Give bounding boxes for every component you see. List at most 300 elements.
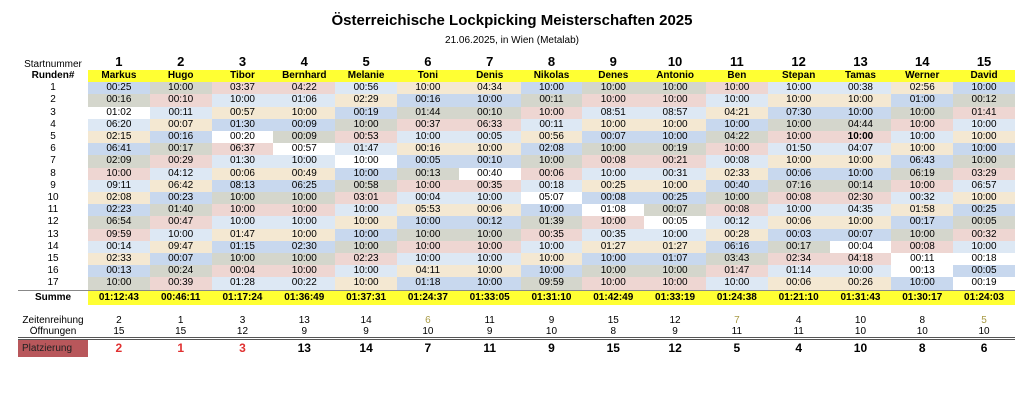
round-time: 00:06 <box>768 216 830 228</box>
round-row <box>18 107 1015 119</box>
round-time: 10:00 <box>273 253 335 265</box>
round-time: 06:54 <box>88 216 150 228</box>
round-time: 00:18 <box>521 180 583 192</box>
round-time: 10:00 <box>706 143 768 155</box>
round-time: 10:00 <box>212 94 274 106</box>
round-number: 16 <box>47 265 59 277</box>
round-time: 06:25 <box>273 180 335 192</box>
time-rank: 4 <box>795 314 802 326</box>
round-row <box>18 204 1015 216</box>
round-time: 00:07 <box>644 204 706 216</box>
round-time: 00:19 <box>953 277 1015 290</box>
round-time: 02:29 <box>335 94 397 106</box>
round-time: 00:05 <box>953 216 1015 228</box>
round-time: 06:41 <box>88 143 150 155</box>
summe-row <box>18 290 1015 305</box>
round-time: 01:27 <box>582 241 644 253</box>
round-time: 00:04 <box>830 241 892 253</box>
startnummer-row <box>18 54 1015 70</box>
round-time: 02:34 <box>768 253 830 265</box>
round-time: 00:17 <box>150 143 212 155</box>
round-time: 10:00 <box>459 94 521 106</box>
round-time: 10:00 <box>335 241 397 253</box>
round-time: 09:59 <box>521 277 583 290</box>
round-time: 10:00 <box>644 131 706 143</box>
round-time: 00:10 <box>459 107 521 119</box>
round-time: 10:00 <box>212 204 274 216</box>
round-row <box>18 82 1015 94</box>
spacer-cell <box>953 305 1015 315</box>
round-time: 10:00 <box>335 155 397 167</box>
round-time: 04:21 <box>706 107 768 119</box>
round-time: 03:37 <box>212 82 274 94</box>
round-time: 10:00 <box>521 204 583 216</box>
round-time: 10:00 <box>273 216 335 228</box>
round-time: 10:00 <box>459 265 521 277</box>
time-rank: 2 <box>116 314 122 326</box>
round-time: 00:08 <box>706 155 768 167</box>
round-time: 10:00 <box>273 107 335 119</box>
total-time: 01:30:17 <box>891 290 953 305</box>
round-time: 00:08 <box>582 192 644 204</box>
round-time: 01:30 <box>212 119 274 131</box>
round-time: 10:00 <box>953 241 1015 253</box>
round-time: 10:00 <box>212 216 274 228</box>
start-number: 10 <box>667 54 683 69</box>
openings-count: 12 <box>236 325 249 337</box>
round-time: 04:18 <box>830 253 892 265</box>
round-row <box>18 131 1015 143</box>
round-time: 04:34 <box>459 82 521 94</box>
time-rank: 6 <box>425 314 431 326</box>
start-number: 4 <box>300 54 308 69</box>
round-time: 10:00 <box>953 143 1015 155</box>
time-rank: 13 <box>298 314 310 326</box>
round-time: 00:35 <box>459 180 521 192</box>
round-time: 00:25 <box>88 82 150 94</box>
round-time: 01:58 <box>891 204 953 216</box>
round-time: 10:00 <box>768 155 830 167</box>
round-time: 02:33 <box>88 253 150 265</box>
round-row <box>18 229 1015 241</box>
round-time: 10:00 <box>582 168 644 180</box>
round-time: 10:00 <box>521 82 583 94</box>
round-time: 08:51 <box>582 107 644 119</box>
round-time: 10:00 <box>582 253 644 265</box>
round-time: 10:00 <box>459 241 521 253</box>
time-rank: 12 <box>669 314 681 326</box>
round-time: 00:31 <box>644 168 706 180</box>
round-time: 06:16 <box>706 241 768 253</box>
round-time: 00:09 <box>273 131 335 143</box>
participant-name: Denis <box>459 70 521 82</box>
round-row <box>18 277 1015 290</box>
round-time: 10:00 <box>582 143 644 155</box>
round-time: 00:12 <box>459 216 521 228</box>
total-time: 01:12:43 <box>88 290 150 305</box>
round-time: 00:21 <box>644 155 706 167</box>
time-rank: 7 <box>734 314 740 326</box>
round-time: 04:22 <box>706 131 768 143</box>
round-time: 00:29 <box>150 155 212 167</box>
round-time: 01:39 <box>521 216 583 228</box>
round-time: 10:00 <box>830 168 892 180</box>
round-number: 10 <box>47 192 59 204</box>
round-time: 10:00 <box>397 216 459 228</box>
spacer-cell <box>521 305 583 315</box>
total-time: 01:31:43 <box>830 290 892 305</box>
round-time: 10:00 <box>459 143 521 155</box>
round-time: 01:14 <box>768 265 830 277</box>
round-time: 00:05 <box>644 216 706 228</box>
round-time: 00:05 <box>459 131 521 143</box>
participant-name: Markus <box>88 70 150 82</box>
round-time: 00:25 <box>644 192 706 204</box>
round-time: 10:00 <box>459 229 521 241</box>
time-rank: 10 <box>854 314 867 326</box>
round-time: 10:00 <box>830 131 892 143</box>
round-time: 00:06 <box>768 168 830 180</box>
round-time: 01:44 <box>397 107 459 119</box>
participant-name: Melanie <box>335 70 397 82</box>
participant-name: Antonio <box>644 70 706 82</box>
round-time: 01:50 <box>768 143 830 155</box>
round-row <box>18 241 1015 253</box>
round-time: 10:00 <box>953 82 1015 94</box>
round-number: 13 <box>47 228 59 240</box>
round-row <box>18 192 1015 204</box>
round-number: 5 <box>50 131 56 143</box>
round-time: 04:11 <box>397 265 459 277</box>
round-time: 10:00 <box>582 216 644 228</box>
round-time: 03:01 <box>335 192 397 204</box>
round-time: 10:00 <box>335 204 397 216</box>
round-time: 00:56 <box>335 82 397 94</box>
round-time: 00:12 <box>706 216 768 228</box>
time-rank: 9 <box>548 314 555 326</box>
round-time: 10:00 <box>953 192 1015 204</box>
round-time: 10:00 <box>830 265 892 277</box>
start-number: 6 <box>424 54 432 69</box>
round-time: 10:00 <box>397 241 459 253</box>
time-rank: 3 <box>239 314 246 326</box>
total-time: 01:24:37 <box>397 290 459 305</box>
round-time: 10:00 <box>582 119 644 131</box>
openings-count: 9 <box>486 325 493 337</box>
round-time: 10:00 <box>891 180 953 192</box>
round-time: 01:15 <box>212 241 274 253</box>
round-time: 00:56 <box>521 131 583 143</box>
round-time: 00:08 <box>768 192 830 204</box>
round-time: 00:32 <box>891 192 953 204</box>
total-time: 01:33:05 <box>459 290 521 305</box>
total-time: 01:24:03 <box>953 290 1015 305</box>
openings-count: 10 <box>545 325 558 337</box>
spacer-cell <box>88 305 150 315</box>
round-time: 02:08 <box>88 192 150 204</box>
round-time: 10:00 <box>273 265 335 277</box>
round-time: 10:00 <box>706 82 768 94</box>
round-time: 00:14 <box>88 241 150 253</box>
round-time: 10:00 <box>88 168 150 180</box>
round-time: 04:22 <box>273 82 335 94</box>
round-time: 08:13 <box>212 180 274 192</box>
round-time: 10:00 <box>521 107 583 119</box>
round-time: 00:37 <box>397 119 459 131</box>
round-time: 10:00 <box>335 229 397 241</box>
openings-count: 9 <box>301 325 308 337</box>
round-time: 10:00 <box>582 265 644 277</box>
final-place: 6 <box>953 338 1015 357</box>
round-time: 00:49 <box>273 168 335 180</box>
openings-count: 9 <box>672 325 678 337</box>
round-time: 10:00 <box>891 143 953 155</box>
round-time: 10:00 <box>891 229 953 241</box>
round-time: 02:09 <box>88 155 150 167</box>
round-time: 10:00 <box>397 82 459 94</box>
round-time: 10:00 <box>521 253 583 265</box>
round-time: 01:47 <box>706 265 768 277</box>
openings-count: 11 <box>731 325 743 337</box>
round-time: 10:00 <box>830 107 892 119</box>
platzierung-label: Platzierung <box>18 338 88 357</box>
openings-count: 10 <box>978 325 990 337</box>
final-place: 5 <box>706 338 768 357</box>
final-place: 13 <box>273 338 335 357</box>
names-row <box>18 70 1015 82</box>
round-number: 4 <box>50 118 56 130</box>
round-time: 10:00 <box>768 119 830 131</box>
round-time: 00:11 <box>521 119 583 131</box>
round-time: 10:00 <box>521 241 583 253</box>
spacer-cell <box>397 305 459 315</box>
openings-count: 10 <box>422 325 434 337</box>
round-time: 00:14 <box>830 180 892 192</box>
round-time: 00:03 <box>768 229 830 241</box>
round-time: 10:00 <box>953 131 1015 143</box>
round-number: 1 <box>50 82 56 94</box>
round-time: 10:00 <box>891 277 953 290</box>
start-number: 9 <box>609 54 617 69</box>
summe-label: Summe <box>18 290 88 305</box>
round-time: 10:00 <box>88 277 150 290</box>
start-number: 8 <box>547 54 556 69</box>
round-time: 02:23 <box>335 253 397 265</box>
round-row <box>18 143 1015 155</box>
final-place: 14 <box>335 338 397 357</box>
round-time: 01:40 <box>150 204 212 216</box>
round-time: 02:56 <box>891 82 953 94</box>
openings-count: 9 <box>363 325 369 337</box>
round-time: 00:10 <box>459 155 521 167</box>
round-number: 12 <box>47 216 59 228</box>
round-time: 00:18 <box>953 253 1015 265</box>
round-time: 00:20 <box>212 131 274 143</box>
round-number: 3 <box>50 106 56 118</box>
participant-name: David <box>953 70 1015 82</box>
round-time: 01:47 <box>335 143 397 155</box>
round-time: 10:00 <box>212 192 274 204</box>
round-row <box>18 180 1015 192</box>
round-time: 00:58 <box>335 180 397 192</box>
round-time: 00:07 <box>150 253 212 265</box>
round-time: 01:41 <box>953 107 1015 119</box>
round-time: 00:13 <box>397 168 459 180</box>
start-number: 7 <box>486 54 494 69</box>
round-time: 01:08 <box>582 204 644 216</box>
round-row <box>18 155 1015 167</box>
participant-name: Toni <box>397 70 459 82</box>
round-number: 15 <box>47 253 59 265</box>
round-time: 10:00 <box>706 277 768 290</box>
round-time: 10:00 <box>644 94 706 106</box>
participant-name: Denes <box>582 70 644 82</box>
round-time: 10:00 <box>706 192 768 204</box>
oeffnungen-row <box>18 326 1015 339</box>
round-time: 10:00 <box>459 277 521 290</box>
round-time: 00:06 <box>459 204 521 216</box>
final-place: 7 <box>397 338 459 357</box>
round-time: 00:09 <box>273 119 335 131</box>
round-time: 00:06 <box>212 168 274 180</box>
round-time: 10:00 <box>768 131 830 143</box>
round-time: 00:13 <box>88 265 150 277</box>
start-number: 11 <box>729 54 744 69</box>
round-time: 00:04 <box>397 192 459 204</box>
round-time: 02:30 <box>830 192 892 204</box>
startnummer-label: Startnummer <box>24 59 82 70</box>
round-number: 8 <box>50 167 56 179</box>
final-place: 3 <box>212 338 274 357</box>
round-time: 00:16 <box>150 131 212 143</box>
round-number: 17 <box>47 277 59 289</box>
round-time: 00:16 <box>397 94 459 106</box>
round-time: 04:12 <box>150 168 212 180</box>
round-time: 00:17 <box>768 241 830 253</box>
round-time: 10:00 <box>397 180 459 192</box>
participant-name: Tibor <box>212 70 274 82</box>
round-time: 00:47 <box>150 216 212 228</box>
final-place: 1 <box>150 338 212 357</box>
round-time: 10:00 <box>644 229 706 241</box>
participant-name: Hugo <box>150 70 212 82</box>
round-time: 06:57 <box>953 180 1015 192</box>
round-time: 10:00 <box>150 229 212 241</box>
spacer-cell <box>212 305 274 315</box>
round-time: 05:07 <box>521 192 583 204</box>
start-number: 13 <box>853 54 868 69</box>
spacer-cell <box>273 305 335 315</box>
spacer-cell <box>459 305 521 315</box>
round-time: 10:00 <box>335 168 397 180</box>
openings-count: 11 <box>793 325 804 337</box>
participant-name: Bernhard <box>273 70 335 82</box>
round-time: 00:57 <box>212 107 274 119</box>
round-time: 01:28 <box>212 277 274 290</box>
round-time: 00:57 <box>273 143 335 155</box>
openings-count: 8 <box>610 325 617 337</box>
start-number: 3 <box>238 54 247 69</box>
round-time: 06:20 <box>88 119 150 131</box>
round-time: 10:00 <box>582 277 644 290</box>
final-place: 11 <box>459 338 521 357</box>
spacer-cell <box>18 305 88 315</box>
total-time: 01:21:10 <box>768 290 830 305</box>
round-time: 00:12 <box>953 94 1015 106</box>
round-time: 10:00 <box>273 204 335 216</box>
round-time: 10:00 <box>397 229 459 241</box>
final-place: 4 <box>768 338 830 357</box>
runden-label: Runden# <box>18 70 88 82</box>
total-time: 01:31:10 <box>521 290 583 305</box>
round-time: 00:32 <box>953 229 1015 241</box>
round-time: 10:00 <box>953 155 1015 167</box>
time-rank: 5 <box>981 314 987 326</box>
spacer-row <box>18 305 1015 315</box>
total-time: 01:17:24 <box>212 290 274 305</box>
round-time: 00:11 <box>521 94 583 106</box>
round-time: 00:16 <box>88 94 150 106</box>
round-time: 00:06 <box>521 168 583 180</box>
total-time: 01:42:49 <box>582 290 644 305</box>
round-time: 01:07 <box>644 253 706 265</box>
spacer-cell <box>706 305 768 315</box>
round-time: 10:00 <box>830 155 892 167</box>
round-time: 01:06 <box>273 94 335 106</box>
round-time: 09:47 <box>150 241 212 253</box>
round-time: 06:42 <box>150 180 212 192</box>
start-number: 5 <box>362 54 370 69</box>
round-row <box>18 216 1015 228</box>
round-time: 00:08 <box>582 155 644 167</box>
round-time: 00:08 <box>706 204 768 216</box>
round-time: 10:00 <box>582 82 644 94</box>
openings-count: 10 <box>854 325 867 337</box>
round-time: 04:44 <box>830 119 892 131</box>
round-time: 00:38 <box>830 82 892 94</box>
round-time: 10:00 <box>273 229 335 241</box>
round-time: 10:00 <box>768 82 830 94</box>
results-table <box>18 54 1015 357</box>
round-time: 06:37 <box>212 143 274 155</box>
round-time: 03:29 <box>953 168 1015 180</box>
round-time: 00:16 <box>397 143 459 155</box>
spacer-cell <box>582 305 644 315</box>
round-time: 07:30 <box>768 107 830 119</box>
round-number: 7 <box>50 155 56 167</box>
openings-count: 15 <box>113 325 125 337</box>
round-time: 08:57 <box>644 107 706 119</box>
round-time: 01:27 <box>644 241 706 253</box>
time-rank: 1 <box>177 314 184 326</box>
round-time: 10:00 <box>397 131 459 143</box>
round-time: 00:39 <box>150 277 212 290</box>
round-time: 00:25 <box>582 180 644 192</box>
spacer-cell <box>891 305 953 315</box>
total-time: 01:37:31 <box>335 290 397 305</box>
round-time: 00:07 <box>150 119 212 131</box>
round-time: 02:23 <box>88 204 150 216</box>
final-place: 8 <box>891 338 953 357</box>
round-time: 04:35 <box>830 204 892 216</box>
round-time: 10:00 <box>335 277 397 290</box>
round-time: 10:00 <box>582 94 644 106</box>
openings-count: 15 <box>175 325 187 337</box>
round-number: 2 <box>50 94 56 106</box>
round-time: 05:53 <box>397 204 459 216</box>
spacer-cell <box>150 305 212 315</box>
time-rank: 8 <box>919 314 926 326</box>
